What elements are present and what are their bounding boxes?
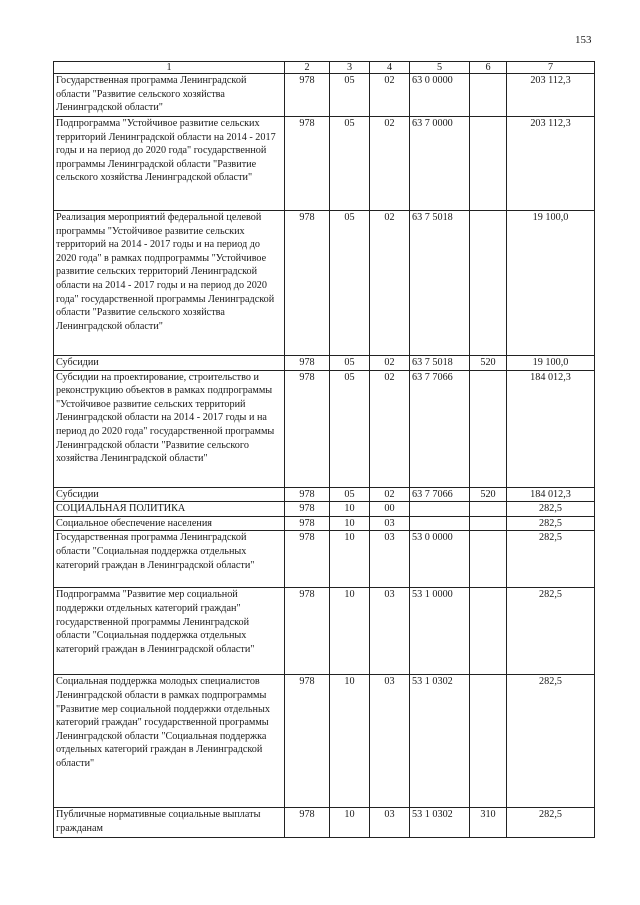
column-header: 7 [507,62,595,74]
cell-expense-type [470,370,507,487]
cell-expense-type [470,74,507,117]
cell-section: 05 [330,211,370,356]
cell-amount: 282,5 [507,675,595,808]
cell-ministry: 978 [285,808,330,838]
cell-ministry: 978 [285,675,330,808]
cell-section: 10 [330,516,370,531]
row-name: Субсидии на проектирование, строительство и реконструкцию объектов в рамках подпрограммы "Устойчивое развитие сельских территорий Ленинградской области на 2014 - 2017 годы и на период до 2020 года" государственной программы Ленинградской области "Развитие сельского хозяйства Ленинградской области" [54,370,285,487]
row-name: СОЦИАЛЬНАЯ ПОЛИТИКА [54,502,285,517]
cell-section: 10 [330,502,370,517]
cell-ministry: 978 [285,588,330,675]
row-name: Социальное обеспечение населения [54,516,285,531]
table-row [54,74,595,117]
cell-ministry: 978 [285,516,330,531]
cell-subsection: 02 [370,74,410,117]
cell-subsection: 03 [370,588,410,675]
cell-ministry: 978 [285,74,330,117]
column-header: 6 [470,62,507,74]
cell-expense-type: 520 [470,356,507,371]
cell-section: 05 [330,117,370,211]
cell-target-article: 63 0 0000 [410,74,470,117]
cell-section: 10 [330,675,370,808]
cell-amount: 203 112,3 [507,74,595,117]
cell-section: 05 [330,74,370,117]
cell-ministry: 978 [285,117,330,211]
cell-subsection: 03 [370,808,410,838]
table-row [54,531,595,588]
cell-expense-type: 310 [470,808,507,838]
cell-amount: 184 012,3 [507,487,595,502]
cell-ministry: 978 [285,211,330,356]
budget-table [53,61,595,838]
row-name: Государственная программа Ленинградской области "Развитие сельского хозяйства Ленинградской области" [54,74,285,117]
column-header: 4 [370,62,410,74]
cell-target-article: 53 1 0000 [410,588,470,675]
table-header-row [54,62,595,74]
row-name: Субсидии [54,356,285,371]
cell-section: 05 [330,487,370,502]
row-name: Государственная программа Ленинградской области "Социальная поддержка отдельных категорий граждан в Ленинградской области" [54,531,285,588]
table-row [54,502,595,517]
cell-target-article: 63 7 7066 [410,370,470,487]
cell-expense-type [470,502,507,517]
table-row [54,588,595,675]
cell-section: 10 [330,808,370,838]
cell-subsection: 00 [370,502,410,517]
row-name: Реализация мероприятий федеральной целевой программы "Устойчивое развитие сельских территорий на 2014 - 2017 годы и на период до 2020 года" в рамках подпрограммы "Устойчивое развитие сельских территорий Ленинградской области на 2014 - 2017 годы и на период до 2020 года" государственной программы Ленинградской области "Развитие сельского хозяйства Ленинградской области" [54,211,285,356]
cell-expense-type [470,211,507,356]
table-row [54,370,595,487]
cell-target-article: 63 7 5018 [410,211,470,356]
cell-subsection: 02 [370,117,410,211]
cell-subsection: 03 [370,531,410,588]
cell-target-article [410,502,470,517]
page-number: 153 [575,34,592,46]
cell-section: 10 [330,588,370,675]
cell-subsection: 02 [370,370,410,487]
cell-expense-type: 520 [470,487,507,502]
cell-subsection: 02 [370,211,410,356]
cell-subsection: 02 [370,356,410,371]
cell-section: 10 [330,531,370,588]
cell-expense-type [470,516,507,531]
cell-target-article: 53 1 0302 [410,808,470,838]
table-row [54,516,595,531]
cell-ministry: 978 [285,487,330,502]
cell-expense-type [470,588,507,675]
table-row [54,117,595,211]
cell-expense-type [470,675,507,808]
table-row [54,808,595,838]
cell-ministry: 978 [285,502,330,517]
cell-expense-type [470,117,507,211]
cell-amount: 184 012,3 [507,370,595,487]
cell-amount: 282,5 [507,531,595,588]
cell-target-article: 53 1 0302 [410,675,470,808]
cell-target-article [410,516,470,531]
cell-target-article: 63 7 7066 [410,487,470,502]
cell-amount: 19 100,0 [507,211,595,356]
column-header: 3 [330,62,370,74]
cell-target-article: 63 7 0000 [410,117,470,211]
row-name: Публичные нормативные социальные выплаты гражданам [54,808,285,838]
cell-expense-type [470,531,507,588]
cell-amount: 282,5 [507,588,595,675]
row-name: Подпрограмма "Развитие мер социальной поддержки отдельных категорий граждан" государственной программы Ленинградской области "Социальная поддержка отдельных категорий граждан в Ленинградской области" [54,588,285,675]
cell-ministry: 978 [285,356,330,371]
cell-section: 05 [330,370,370,487]
column-header: 5 [410,62,470,74]
cell-amount: 203 112,3 [507,117,595,211]
cell-target-article: 53 0 0000 [410,531,470,588]
table-row [54,211,595,356]
cell-ministry: 978 [285,370,330,487]
cell-subsection: 03 [370,675,410,808]
cell-subsection: 03 [370,516,410,531]
row-name: Субсидии [54,487,285,502]
table-row [54,675,595,808]
table-row [54,487,595,502]
table-row [54,356,595,371]
cell-amount: 282,5 [507,502,595,517]
row-name: Подпрограмма "Устойчивое развитие сельских территорий Ленинградской области на 2014 - 2017 годы и на период до 2020 года" государственной программы Ленинградской области "Развитие сельского хозяйства Ленинградской области" [54,117,285,211]
cell-ministry: 978 [285,531,330,588]
column-header: 1 [54,62,285,74]
cell-amount: 19 100,0 [507,356,595,371]
column-header: 2 [285,62,330,74]
cell-target-article: 63 7 5018 [410,356,470,371]
row-name: Социальная поддержка молодых специалистов Ленинградской области в рамках подпрограммы "Развитие мер социальной поддержки отдельных категорий граждан" государственной программы Ленинградской области "Социальная поддержка отдельных категорий граждан в Ленинградской области" [54,675,285,808]
cell-subsection: 02 [370,487,410,502]
cell-amount: 282,5 [507,808,595,838]
cell-section: 05 [330,356,370,371]
cell-amount: 282,5 [507,516,595,531]
